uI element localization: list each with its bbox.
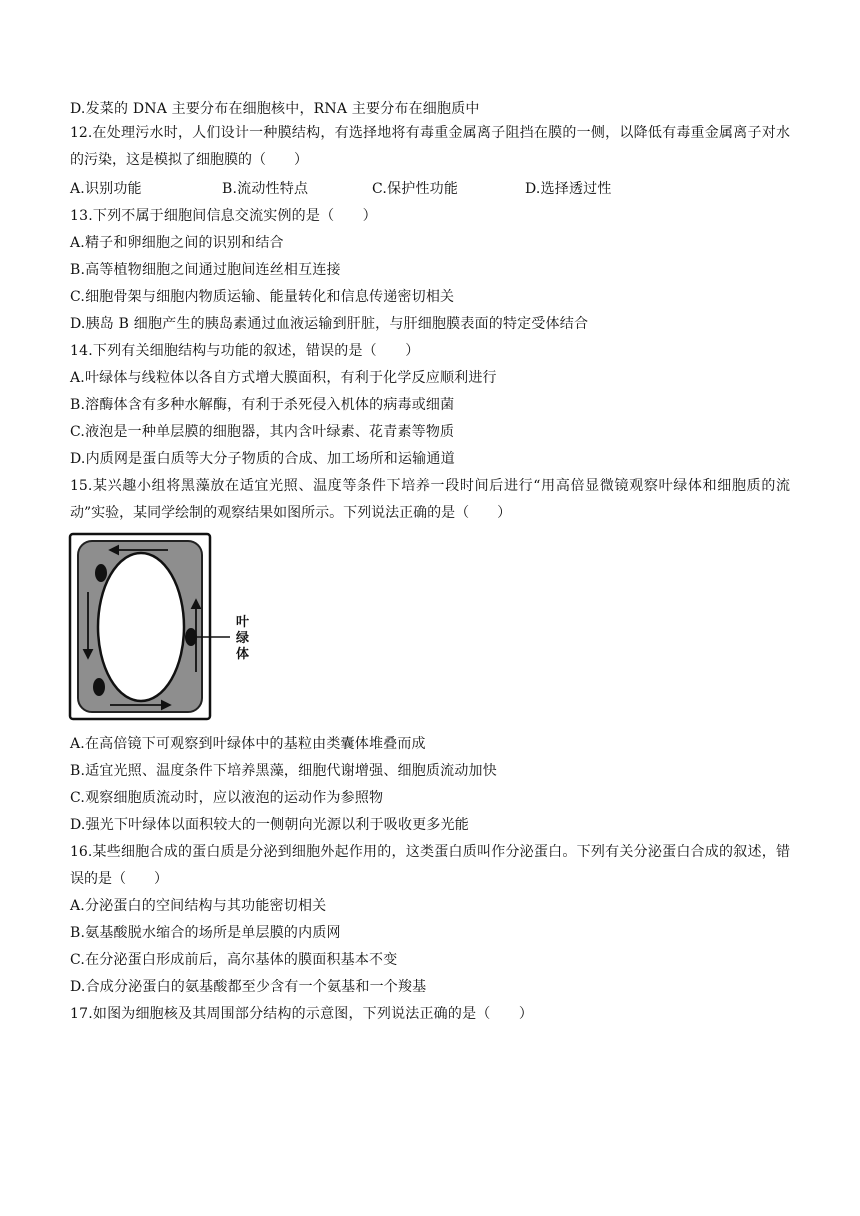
q12-option-d: D.选择透过性 <box>525 181 612 197</box>
q12-option-c: C.保护性功能 <box>372 181 459 197</box>
q16-stem: 16.某些细胞合成的蛋白质是分泌到细胞外起作用的，这类蛋白质叫作分泌蛋白。下列有关分泌蛋白合成的叙述，错误的是（ ） <box>70 844 790 887</box>
figure-label-char-3: 体 <box>236 647 250 662</box>
q17-stem: 17.如图为细胞核及其周围部分结构的示意图，下列说法正确的是（ ） <box>70 1006 534 1022</box>
figure-label-char-1: 叶 <box>236 615 250 630</box>
q15-option-d: D.强光下叶绿体以面积较大的一侧朝向光源以利于吸收更多光能 <box>70 817 469 833</box>
q13-option-a: A.精子和卵细胞之间的识别和结合 <box>70 235 284 251</box>
q12-option-b: B.流动性特点 <box>222 181 309 197</box>
q14-stem: 14.下列有关细胞结构与功能的叙述，错误的是（ ） <box>70 343 420 359</box>
chloroplast-bottom-left <box>93 678 105 696</box>
q12-options <box>70 180 790 198</box>
q11-option-d: D.发菜的 DNA 主要分布在细胞核中，RNA 主要分布在细胞质中 <box>70 101 480 117</box>
q13-option-c: C.细胞骨架与细胞内物质运输、能量转化和信息传递密切相关 <box>70 289 455 305</box>
chloroplast-top-left <box>95 564 107 582</box>
q16-option-d: D.合成分泌蛋白的氨基酸都至少含有一个氨基和一个羧基 <box>70 979 427 995</box>
q16-option-b: B.氨基酸脱水缩合的场所是单层膜的内质网 <box>70 925 341 941</box>
vacuole <box>98 553 184 701</box>
q15-stem: 15.某兴趣小组将黑藻放在适宜光照、温度等条件下培养一段时间后进行“用高倍显微镜观察叶绿体和细胞质的流动”实验，某同学绘制的观察结果如图所示。下列说法正确的是（ ） <box>70 478 790 521</box>
q14-option-d: D.内质网是蛋白质等大分子物质的合成、加工场所和运输通道 <box>70 451 455 467</box>
q15-option-b: B.适宜光照、温度条件下培养黑藻，细胞代谢增强、细胞质流动加快 <box>70 763 497 779</box>
q13-option-b: B.高等植物细胞之间通过胞间连丝相互连接 <box>70 262 341 278</box>
q14-option-a: A.叶绿体与线粒体以各自方式增大膜面积，有利于化学反应顺利进行 <box>70 370 497 386</box>
q16-option-c: C.在分泌蛋白形成前后，高尔基体的膜面积基本不变 <box>70 952 398 968</box>
figure-label-char-2: 绿 <box>236 631 250 646</box>
cell-diagram <box>68 530 278 722</box>
q13-option-d: D.胰岛 B 细胞产生的胰岛素通过血液运输到肝脏，与肝细胞膜表面的特定受体结合 <box>70 316 589 332</box>
q14-option-c: C.液泡是一种单层膜的细胞器，其内含叶绿素、花青素等物质 <box>70 424 455 440</box>
q12-option-a: A.识别功能 <box>70 181 142 197</box>
q15-option-a: A.在高倍镜下可观察到叶绿体中的基粒由类囊体堆叠而成 <box>70 736 426 752</box>
q15-option-c: C.观察细胞质流动时，应以液泡的运动作为参照物 <box>70 790 384 806</box>
q14-option-b: B.溶酶体含有多种水解酶，有利于杀死侵入机体的病毒或细菌 <box>70 397 455 413</box>
q16-option-a: A.分泌蛋白的空间结构与其功能密切相关 <box>70 898 327 914</box>
q12-stem: 12.在处理污水时，人们设计一种膜结构，有选择地将有毒重金属离子阻挡在膜的一侧，以降低有毒重金属离子对水的污染，这是模拟了细胞膜的（ ） <box>70 125 790 168</box>
q13-stem: 13.下列不属于细胞间信息交流实例的是（ ） <box>70 208 377 224</box>
